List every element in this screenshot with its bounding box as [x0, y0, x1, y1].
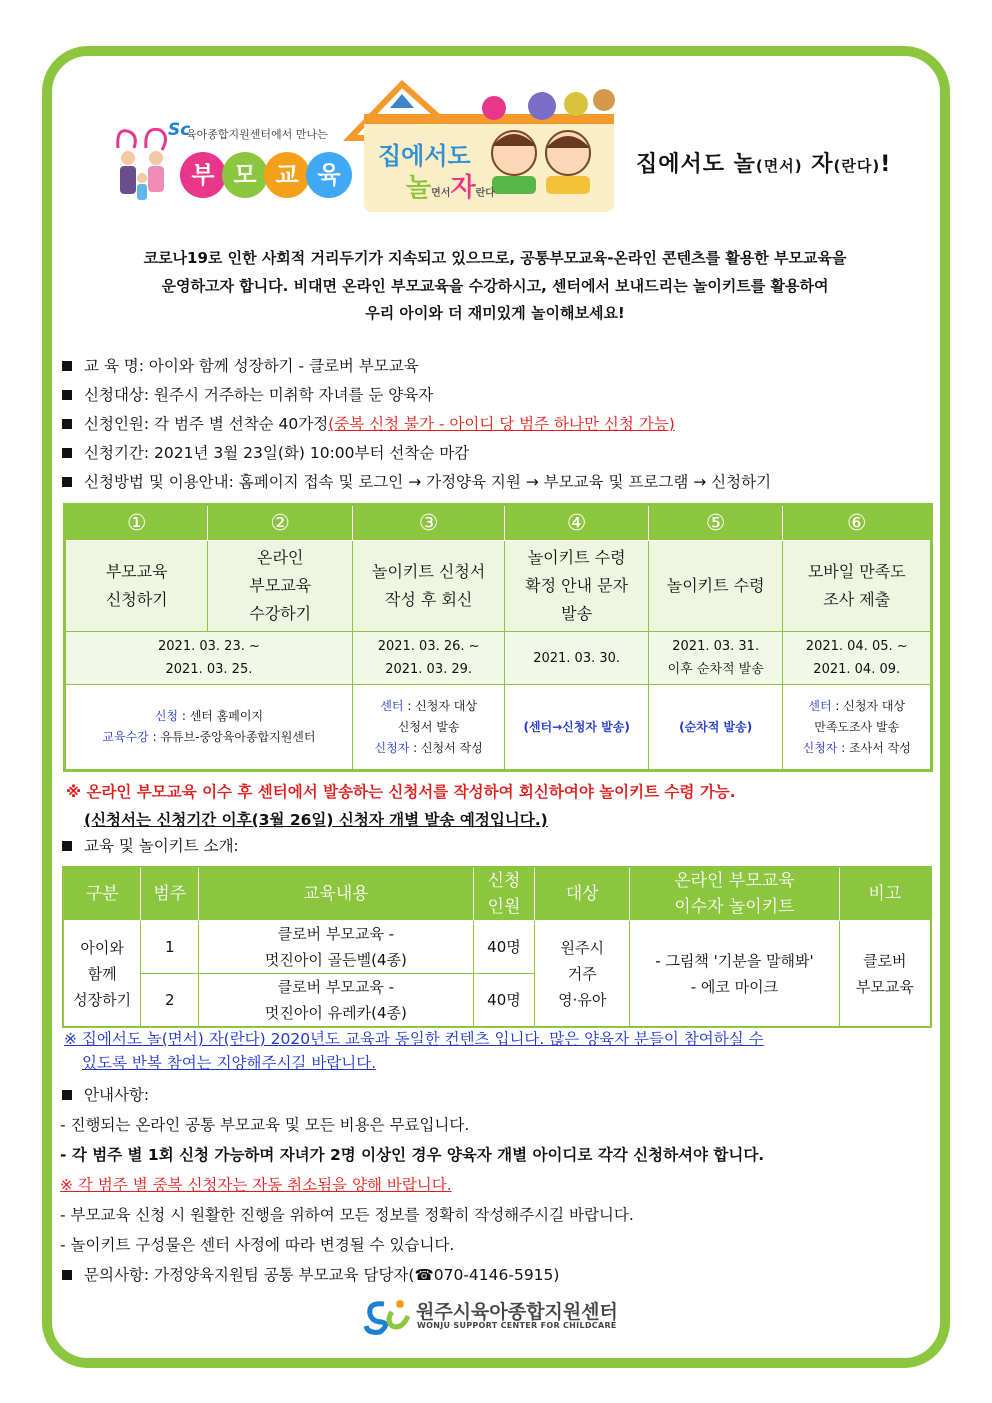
footer-center-english: WONJU SUPPORT CENTER FOR CHILDCARE — [417, 1321, 617, 1330]
logo-char-2: 모 — [222, 152, 268, 198]
info-bullets — [60, 352, 940, 497]
table-row — [63, 921, 931, 974]
note-value: : 센터 홈페이지 — [178, 709, 264, 723]
intro-paragraph — [60, 245, 930, 328]
guide-title-text: 안내사항: — [84, 1086, 150, 1104]
note-line — [66, 727, 352, 748]
note-line — [783, 696, 930, 717]
contact-line — [60, 1260, 950, 1290]
header-target: 대상 — [535, 867, 630, 921]
house-title-d: 란다 — [475, 188, 495, 199]
date-text: 2021. 03. 26. ~ — [377, 639, 480, 654]
note-step-1-2 — [65, 685, 353, 771]
note-line — [783, 738, 930, 759]
header-kit — [630, 867, 839, 921]
step-text: 온라인 — [256, 548, 304, 567]
note-line — [353, 696, 504, 717]
step-2 — [208, 541, 352, 632]
logo-char-3: 교 — [264, 152, 310, 198]
kit-text: - 에코 마이크 — [690, 977, 779, 996]
group-text: 함께 — [87, 964, 117, 983]
intro-line-3: 우리 아이와 더 재미있게 놀이해보세요! — [365, 304, 625, 322]
center-logo-icon — [362, 1296, 412, 1336]
note-key: 신청자 — [802, 740, 838, 755]
step-5 — [648, 541, 783, 632]
note-value: : 조사서 작성 — [837, 740, 911, 755]
course-table — [62, 866, 932, 1028]
note-line: ※ 집에서도 놀(면서) 자(란다) 2020년도 교육과 동일한 컨텐츠 입니다. 많은 양육자 분들이 참여하실 수 — [64, 1030, 764, 1048]
contact-text: 문의사항: 가정양육지원팀 공통 부모교육 담당자(☎070-4146-5915) — [84, 1266, 560, 1284]
guide-title — [60, 1080, 950, 1110]
content-text: 클로버 부모교육 - — [277, 925, 395, 943]
edu-intro-heading — [60, 834, 239, 856]
range-cell: 2 — [141, 974, 199, 1028]
guide-line: - 부모교육 신청 시 원활한 진행을 위하여 모든 정보를 정확히 작성해주시길 바랍니다. — [60, 1206, 634, 1224]
step-text: 놀이키트 신청서 — [371, 562, 486, 581]
bullet-square-icon — [62, 841, 72, 851]
title-part-a: 집에서도 놀 — [636, 152, 756, 177]
bullet-text: 교 육 명: 아이와 함께 성장하기 - 클로버 부모교육 — [84, 357, 419, 375]
note-line: 있도록 반복 참여는 지양해주시길 바랍니다. — [82, 1054, 377, 1072]
duplicate-warning: (중복 신청 불가 - 아이디 당 범주 하나만 신청 가능) — [328, 415, 675, 433]
date-step-6 — [783, 632, 932, 685]
title-part-e: ! — [880, 152, 892, 177]
application-schedule-note: (신청서는 신청기간 이후(3월 26일) 신청자 개별 발송 예정입니다.) — [84, 811, 548, 829]
header-text: 이수자 놀이키트 — [674, 897, 795, 917]
step-6 — [783, 541, 932, 632]
range-cell: 1 — [141, 921, 199, 974]
bullet-text: 신청대상: 원주시 거주하는 미취학 자녀를 둔 양육자 — [84, 386, 434, 404]
step-text: 수강하기 — [249, 604, 312, 623]
guide-line: - 각 범주 별 1회 신청 가능하며 자녀가 2명 이상인 경우 양육자 개별 아이디로 각각 신청하셔야 합니다. — [60, 1146, 765, 1164]
guide-line: - 진행되는 온라인 공통 부모교육 및 모든 비용은 무료입니다. — [60, 1116, 470, 1134]
logo-char-1: 부 — [180, 152, 226, 198]
title-part-b: (면서) — [755, 157, 803, 175]
logo-char-4: 육 — [306, 152, 352, 198]
bullet-square-icon — [62, 448, 72, 458]
header-category: 구분 — [63, 867, 141, 921]
date-text: 2021. 03. 29. — [385, 662, 473, 677]
step-number-5: ⑤ — [648, 505, 783, 541]
target-text: 원주시 — [560, 938, 605, 957]
title-part-c: 자 — [802, 152, 834, 177]
center-tagline: 육아종합지원센터에서 만나는 — [186, 128, 328, 141]
header-text: 신청 — [487, 871, 521, 891]
group-cell — [63, 921, 141, 1028]
header-capacity — [473, 867, 535, 921]
bullet-square-icon — [62, 390, 72, 400]
target-text: 영·유아 — [558, 990, 607, 1009]
header-text: 인원 — [487, 897, 521, 917]
guide-line: - 놀이키트 구성물은 센터 사정에 따라 변경될 수 있습니다. — [60, 1236, 455, 1254]
content-cell — [199, 921, 473, 974]
house-title-c: 자 — [450, 173, 476, 203]
date-text: 이후 순차적 발송 — [667, 662, 764, 677]
date-step-5 — [648, 632, 783, 685]
note-value: : 유튜브-중앙육아종합지원센터 — [148, 730, 316, 744]
title-part-d: (란다) — [833, 157, 881, 175]
house-title-line1: 집에서도 — [378, 142, 471, 170]
edu-intro-text: 교육 및 놀이키트 소개: — [84, 837, 239, 855]
step-text: 놀이키트 수령 — [527, 548, 626, 567]
house-illustration — [342, 78, 628, 216]
step-number-4: ④ — [505, 505, 649, 541]
content-text: 클로버 부모교육 - — [277, 978, 395, 996]
guide-section — [60, 1080, 950, 1290]
note-step-6 — [783, 685, 932, 771]
note-step-4: (센터→신청자 발송) — [505, 685, 649, 771]
target-cell — [535, 921, 630, 1028]
step-number-2: ② — [208, 505, 352, 541]
bullet-square-icon — [62, 1270, 72, 1280]
step-number-1: ① — [65, 505, 208, 541]
step-text: 작성 후 회신 — [384, 590, 473, 609]
step-4 — [505, 541, 649, 632]
step-number-6: ⑥ — [783, 505, 932, 541]
note-key: 센터 — [808, 698, 832, 713]
date-step-3 — [352, 632, 504, 685]
note-value: : 신청자 대상 — [403, 698, 477, 713]
step-text: 모바일 만족도 — [807, 562, 906, 581]
bullet-text: 신청인원: 각 범주 별 선착순 40가정 — [84, 415, 329, 433]
bullet-capacity — [60, 410, 940, 439]
step-text: 확정 안내 문자 — [525, 576, 629, 595]
content-text: 멋진아이 유레카(4종) — [264, 1004, 407, 1022]
bullet-text: 신청기간: 2021년 3월 23일(화) 10:00부터 선착순 마감 — [84, 444, 470, 462]
note-line — [66, 706, 352, 727]
step-3 — [352, 541, 504, 632]
note-line: 만족도조사 발송 — [814, 719, 900, 734]
group-text: 성장하기 — [73, 990, 132, 1009]
note-line — [353, 738, 504, 759]
step-1 — [65, 541, 208, 632]
program-title — [636, 147, 891, 178]
bullet-square-icon — [62, 361, 72, 371]
intro-line-2: 운영하고자 합니다. 비대면 온라인 부모교육을 수강하시고, 센터에서 보내드리는 놀이키트를 활용하여 — [161, 276, 829, 295]
group-text: 아이와 — [80, 938, 124, 957]
header-remark: 비고 — [839, 867, 931, 921]
note-step-3 — [352, 685, 504, 771]
kit-text: - 그림책 '기분을 말해봐' — [655, 951, 814, 970]
note-line: 신청서 발송 — [397, 719, 460, 734]
intro-line-1: 코로나19로 인한 사회적 거리두기가 지속되고 있으므로, 공통부모교육-온라인 콘텐츠를 활용한 부모교육을 — [143, 249, 847, 267]
bullet-text: 신청방법 및 이용안내: 홈페이지 접속 및 로그인 → 가정양육 지원 → 부모교육 및 프로그램 → 신청하기 — [84, 473, 772, 491]
guide-cancel-warning: ※ 각 범주 별 중복 신청자는 자동 취소됨을 양해 바랍니다. — [60, 1176, 452, 1194]
repeat-participation-note — [64, 1027, 934, 1075]
bullet-course-name — [60, 352, 940, 381]
header-text: 온라인 부모교육 — [674, 871, 795, 891]
bullet-square-icon — [62, 477, 72, 487]
target-text: 거주 — [567, 964, 597, 983]
step-text: 신청하기 — [105, 590, 168, 609]
note-value: : 신청자 대상 — [831, 698, 906, 713]
kit-cell — [630, 921, 839, 1028]
capacity-cell: 40명 — [473, 921, 535, 974]
note-key: 신청자 — [374, 740, 410, 755]
bullet-method — [60, 468, 940, 497]
house-title-a: 놀 — [406, 173, 432, 203]
header-range: 범주 — [141, 867, 199, 921]
footer-center-name: 원주시육아종합지원센터 — [416, 1301, 618, 1323]
date-text: 2021. 03. 23. ~ — [158, 639, 260, 654]
date-text: 2021. 03. 31. — [672, 639, 760, 654]
note-key: 센터 — [380, 698, 404, 713]
step-number-3: ③ — [352, 505, 504, 541]
bullet-period — [60, 439, 940, 468]
bullet-square-icon — [62, 419, 72, 429]
step-text: 놀이키트 수령 — [666, 576, 765, 595]
step-text: 조사 제출 — [823, 590, 891, 609]
step-text: 부모교육 — [105, 562, 168, 581]
step-text: 부모교육 — [249, 576, 312, 595]
house-title-b: 면서 — [431, 188, 451, 199]
date-text: 2021. 03. 25. — [165, 662, 253, 677]
date-text: 2021. 04. 09. — [813, 662, 901, 677]
bullet-square-icon — [62, 1090, 72, 1100]
date-step-1-2 — [65, 632, 353, 685]
remark-cell — [839, 921, 931, 1028]
content-cell — [199, 974, 473, 1028]
note-step-5: (순차적 발송) — [648, 685, 783, 771]
remark-text: 부모교육 — [855, 977, 914, 996]
step-text: 발송 — [561, 604, 593, 623]
date-step-4: 2021. 03. 30. — [505, 632, 649, 685]
center-mark-icon: Sc — [168, 120, 191, 140]
capacity-cell: 40명 — [473, 974, 535, 1028]
note-value: : 신청서 작성 — [409, 740, 483, 755]
date-text: 2021. 04. 05. ~ — [805, 639, 908, 654]
remark-text: 클로버 — [863, 951, 907, 970]
bullet-target — [60, 381, 940, 410]
note-key: 신청 — [154, 709, 179, 723]
process-table — [63, 503, 933, 772]
note-key: 교육수강 — [102, 730, 149, 744]
content-text: 멋진아이 골든벨(4종) — [264, 951, 407, 969]
kit-requirement-note: ※ 온라인 부모교육 이수 후 센터에서 발송하는 신청서를 작성하여 회신하여야 놀이키트 수령 가능. — [66, 783, 736, 801]
header-content: 교육내용 — [199, 867, 473, 921]
